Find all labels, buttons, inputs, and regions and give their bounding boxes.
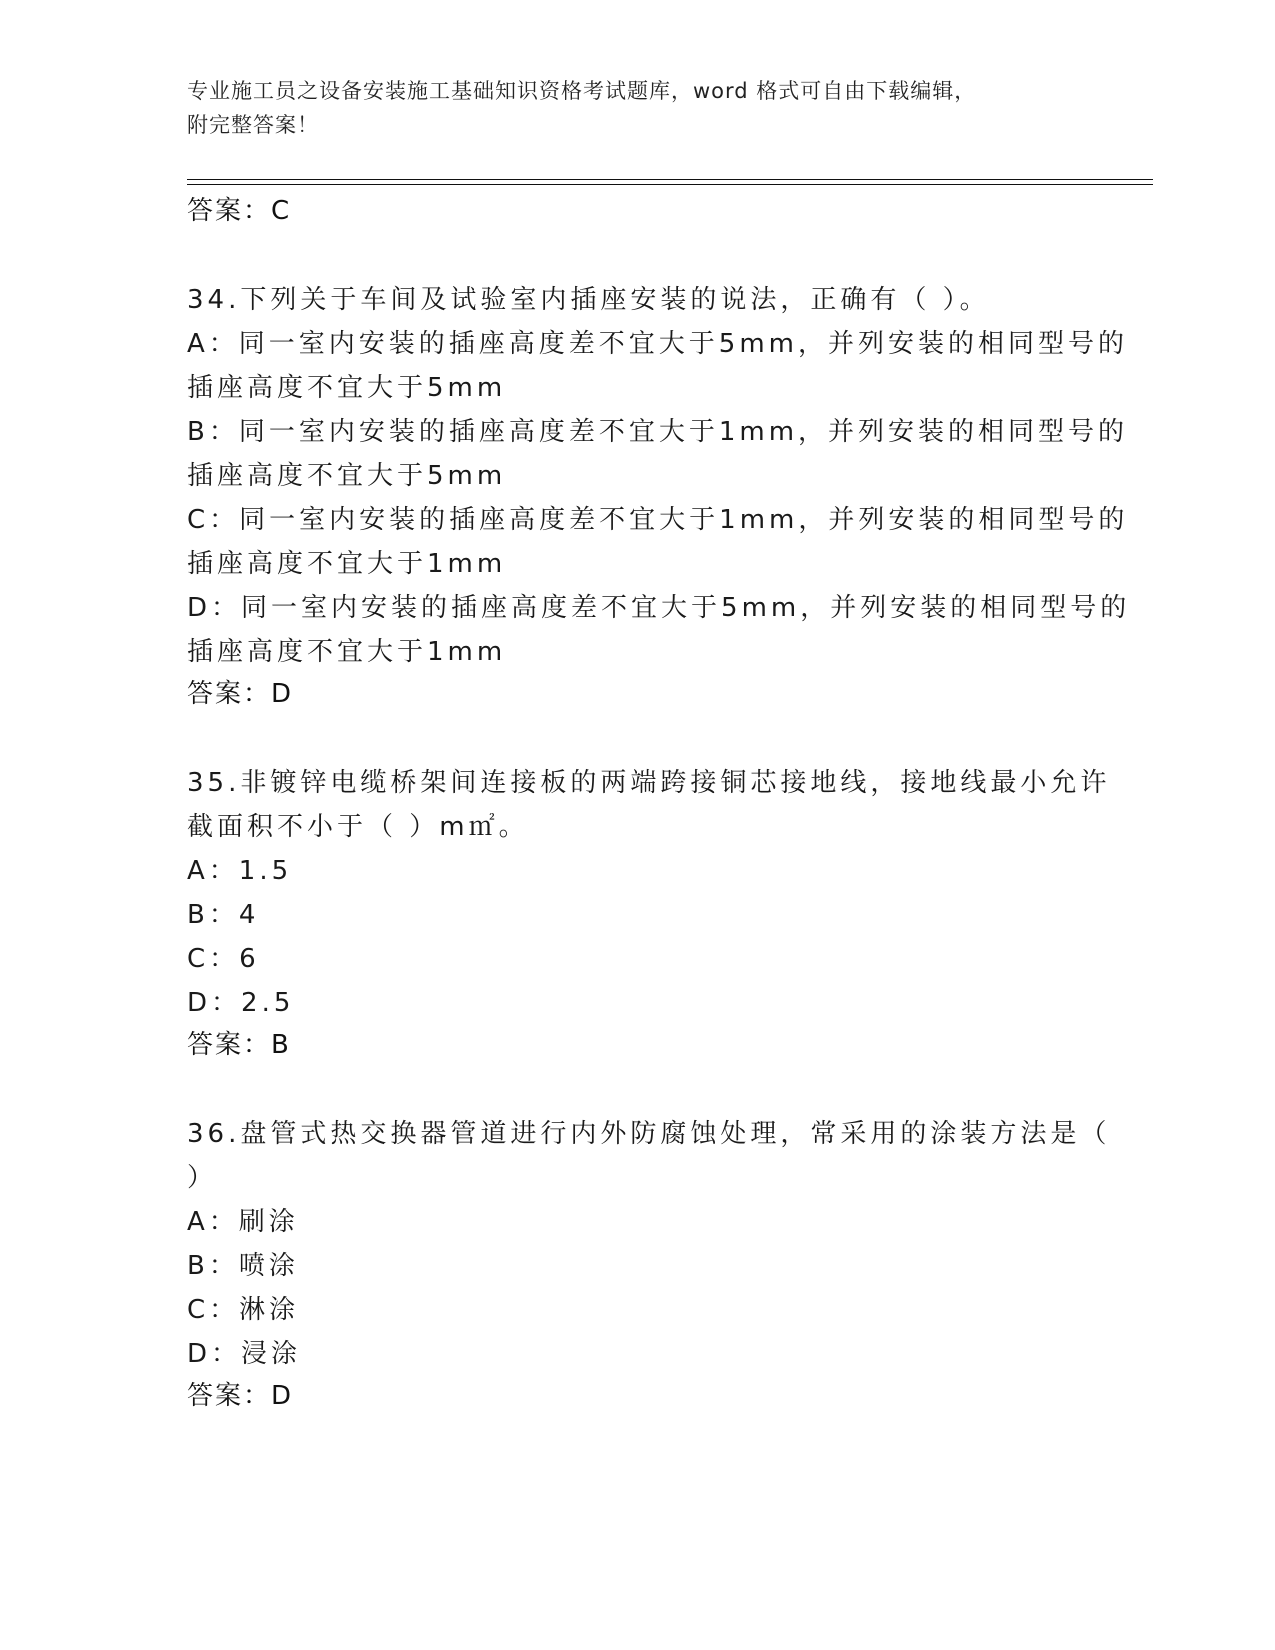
question-36-option-b: B：喷涂 — [187, 1251, 299, 1281]
document-header — [187, 74, 1077, 142]
header-line-2: 附完整答案！ — [187, 113, 319, 137]
question-34-option-a-cont: 插座高度不宜大于5mm — [187, 373, 507, 403]
question-34-option-d: D：同一室内安装的插座高度差不宜大于5mm，并列安装的相同型号的 — [187, 593, 1131, 623]
question-34-option-d-cont: 插座高度不宜大于1mm — [187, 637, 507, 667]
question-34-answer: 答案：D — [187, 679, 294, 709]
question-36-stem-cont: ） — [187, 1163, 218, 1193]
header-divider-bottom — [187, 184, 1153, 185]
question-35-stem-cont: 截面积不小于（ ）m㎡。 — [187, 812, 529, 842]
question-34-option-a: A：同一室内安装的插座高度差不宜大于5mm，并列安装的相同型号的 — [187, 329, 1128, 359]
question-35-option-b: B：4 — [187, 900, 260, 930]
question-36-stem: 36.盘管式热交换器管道进行内外防腐蚀处理，常采用的涂装方法是（ — [187, 1119, 1111, 1149]
question-35-option-a: A：1.5 — [187, 856, 293, 886]
header-line-1: 专业施工员之设备安装施工基础知识资格考试题库，word 格式可自由下载编辑， — [187, 79, 977, 103]
question-36-answer: 答案：D — [187, 1381, 294, 1411]
question-34-option-c-cont: 插座高度不宜大于1mm — [187, 549, 507, 579]
question-34-option-b: B：同一室内安装的插座高度差不宜大于1mm，并列安装的相同型号的 — [187, 417, 1129, 447]
question-36-option-c: C：淋涂 — [187, 1295, 300, 1325]
question-34-option-b-cont: 插座高度不宜大于5mm — [187, 461, 507, 491]
question-36-option-d: D：浸涂 — [187, 1339, 302, 1369]
question-34-stem: 34.下列关于车间及试验室内插座安装的说法，正确有（ ）。 — [187, 285, 990, 315]
question-35-option-c: C：6 — [187, 944, 260, 974]
question-34-option-c: C：同一室内安装的插座高度差不宜大于1mm，并列安装的相同型号的 — [187, 505, 1129, 535]
header-divider-top — [187, 179, 1153, 180]
previous-answer: 答案：C — [187, 196, 292, 226]
question-36-option-a: A：刷涂 — [187, 1207, 299, 1237]
question-35-option-d: D：2.5 — [187, 988, 295, 1018]
question-35-stem: 35.非镀锌电缆桥架间连接板的两端跨接铜芯接地线，接地线最小允许 — [187, 768, 1111, 798]
question-35-answer: 答案：B — [187, 1030, 291, 1060]
